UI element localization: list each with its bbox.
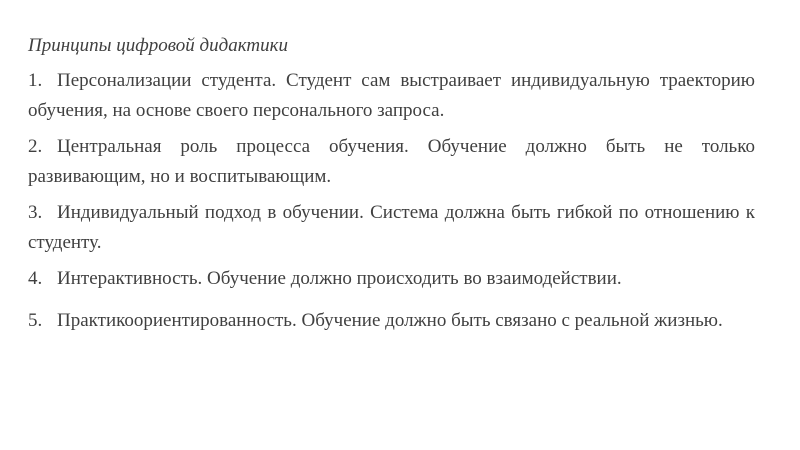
item-number: 5.: [28, 310, 43, 331]
item-number: 4.: [28, 268, 43, 289]
item-number: 2.: [28, 136, 43, 157]
principle-item-3: [28, 198, 755, 258]
item-text: Интерактивность. Обучение должно происходить во взаимодействии.: [57, 268, 622, 289]
principle-item-4: [28, 264, 755, 294]
principle-item-2: [28, 132, 755, 192]
item-text: Индивидуальный подход в обучении. Система должна быть гибкой по отношению к студенту.: [28, 202, 755, 253]
slide-title: Принципы цифровой дидактики: [28, 35, 288, 56]
item-text: Практикоориентированность. Обучение должно быть связано с реальной жизнью.: [57, 310, 723, 331]
principle-item-5: [28, 306, 755, 336]
item-text: Персонализации студента. Студент сам выстраивает индивидуальную траекторию обучения, на основе своего персонального запроса.: [28, 70, 755, 121]
item-number: 3.: [28, 202, 43, 223]
principle-item-1: [28, 66, 755, 126]
item-number: 1.: [28, 70, 43, 91]
item-text: Центральная роль процесса обучения. Обучение должно быть не только развивающим, но и воспитывающим.: [28, 136, 755, 187]
